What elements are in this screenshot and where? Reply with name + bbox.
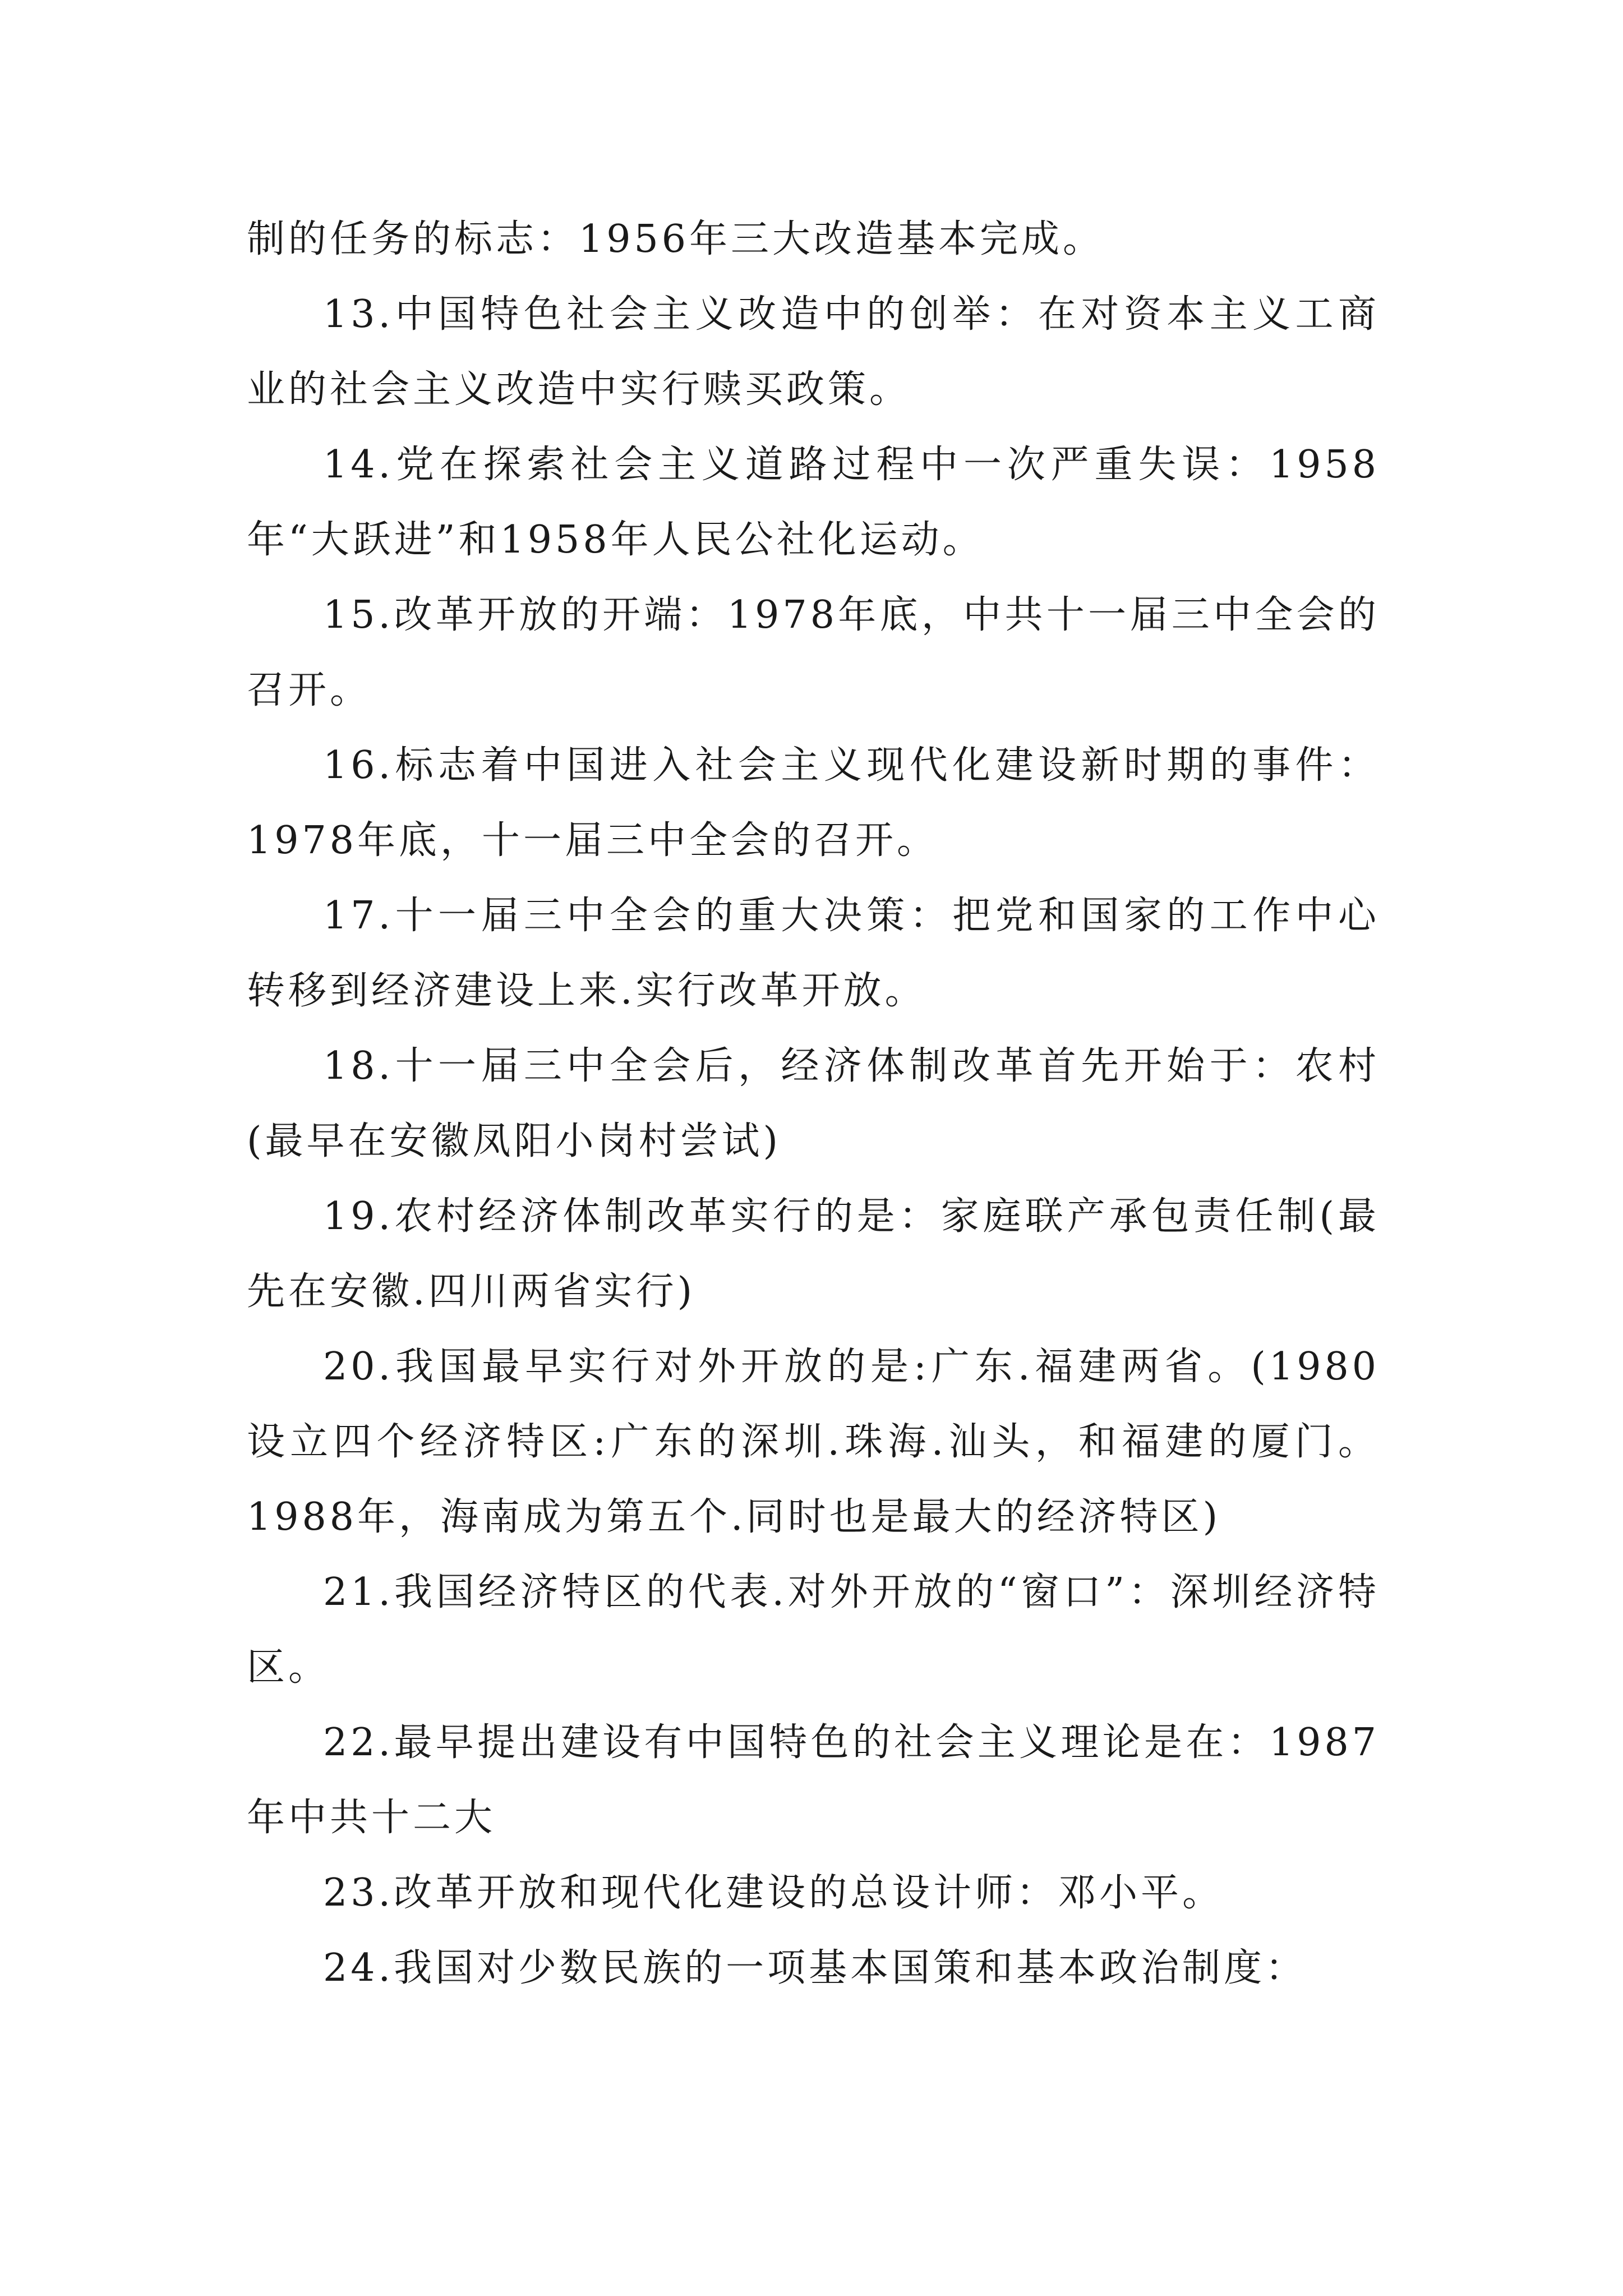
paragraph-item-24: 24.我国对少数民族的一项基本国策和基本政治制度： bbox=[323, 1946, 1307, 1990]
paragraph-continuation: 制的任务的标志：1956年三大改造基本完成。 bbox=[247, 217, 1105, 261]
paragraph-item-18: 18.十一届三中全会后，经济体制改革首先开始于：农村(最早在安徽凤阳小岗村尝试) bbox=[247, 1044, 1380, 1163]
paragraph-item-16: 16.标志着中国进入社会主义现代化建设新时期的事件：1978年底，十一届三中全会的召开。 bbox=[247, 743, 1380, 863]
paragraph-item-19: 19.农村经济体制改革实行的是：家庭联产承包责任制(最先在安徽.四川两省实行) bbox=[247, 1194, 1380, 1314]
paragraph-item-20: 20.我国最早实行对外开放的是:广东.福建两省。(1980设立四个经济特区:广东的深圳.珠海.汕头，和福建的厦门。1988年，海南成为第五个.同时也是最大的经济特区) bbox=[247, 1345, 1380, 1539]
paragraph-item-14: 14.党在探索社会主义道路过程中一次严重失误：1958年“大跃进”和1958年人民公社化运动。 bbox=[247, 443, 1380, 562]
document-body bbox=[247, 202, 1380, 2006]
paragraph-item-17: 17.十一届三中全会的重大决策：把党和国家的工作中心转移到经济建设上来.实行改革开放。 bbox=[247, 894, 1380, 1013]
paragraph-item-15: 15.改革开放的开端：1978年底，中共十一届三中全会的召开。 bbox=[247, 593, 1380, 712]
paragraph-item-23: 23.改革开放和现代化建设的总设计师：邓小平。 bbox=[323, 1871, 1224, 1915]
paragraph-item-22: 22.最早提出建设有中国特色的社会主义理论是在：1987年中共十二大 bbox=[247, 1720, 1380, 1840]
paragraph-item-13: 13.中国特色社会主义改造中的创举：在对资本主义工商业的社会主义改造中实行赎买政策。 bbox=[247, 292, 1380, 412]
paragraph-item-21: 21.我国经济特区的代表.对外开放的“窗口”：深圳经济特区。 bbox=[247, 1570, 1380, 1690]
